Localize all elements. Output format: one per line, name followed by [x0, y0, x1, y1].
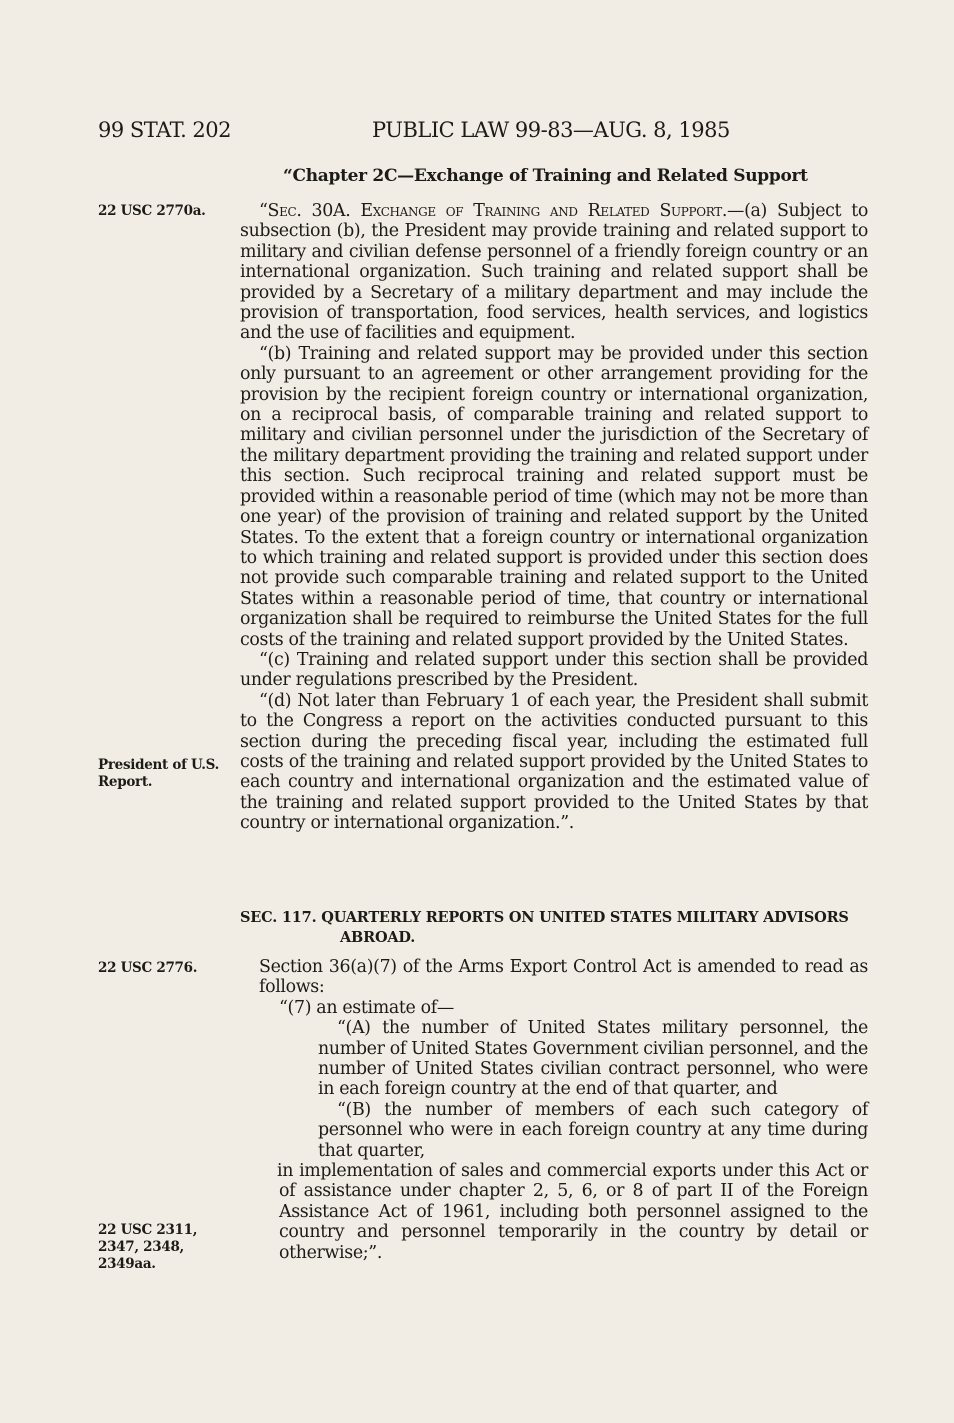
margin-note-line: President of U.S.: [98, 757, 219, 773]
section-lead: “Sec. 30A. Exchange of Training and Related Support.: [259, 201, 728, 221]
margin-note-usc-2311: [98, 1222, 197, 1273]
section-30a-body: [240, 201, 868, 834]
paragraph-7: “(7) an estimate of—: [279, 997, 454, 1018]
subparagraph-b: “(B) the number of members of each such category of personnel who were in each foreign country at any time during that quarter,: [318, 1099, 868, 1161]
margin-note-president-report: [98, 757, 219, 791]
public-law-header: PUBLIC LAW 99-83—AUG. 8, 1985: [372, 118, 730, 142]
margin-note-line: 2349aa.: [98, 1256, 156, 1272]
margin-note-line: Report.: [98, 774, 153, 790]
statute-page-ref: 99 STAT. 202: [98, 118, 232, 142]
subsection-c: “(c) Training and related support under this section shall be provided under regulations prescribed by the President.: [240, 649, 868, 691]
section-117-body: [240, 957, 868, 1263]
section-heading-line: ABROAD.: [340, 929, 416, 946]
section-heading-line: SEC. 117. QUARTERLY REPORTS ON UNITED STATES MILITARY ADVISORS: [240, 909, 849, 926]
paragraph-7-tail: in implementation of sales and commercial exports under this Act or of assistance under chapter 2, 5, 6, or 8 of part II of the Foreign Assistance Act of 1961, including both personnel assigned to the country and personnel temporarily in the country by detail or otherwise;”.: [277, 1161, 868, 1263]
chapter-title: “Chapter 2C—Exchange of Training and Related Support: [283, 166, 808, 186]
margin-note-usc-2770a: 22 USC 2770a.: [98, 203, 206, 219]
margin-note-line: 2347, 2348,: [98, 1239, 184, 1255]
section-117-heading: [240, 908, 868, 948]
subparagraph-a: “(A) the number of United States military personnel, the number of United States Government civilian personnel, and the number of United States civilian contract personnel, who were in each foreign country at the end of that quarter, and: [318, 1018, 868, 1100]
subsection-a-text: —(a) Subject to subsection (b), the President may provide training and related support to military and civilian defense personnel of a friendly foreign country or an international organization. Such training and related support shall be provided by a Secretary of a military department and may include the provision of transportation, food services, health services, and logistics and the use of facilities and equipment.: [240, 201, 868, 344]
margin-note-usc-2776: 22 USC 2776.: [98, 960, 198, 976]
subsection-b: “(b) Training and related support may be provided under this section only pursuant to an agreement or other arrangement providing for the provision by the recipient foreign country or international organization, on a reciprocal basis, of comparable training and related support to military and civilian personnel under the jurisdiction of the Secretary of the military department providing the training and related support under this section. Such reciprocal training and related support must be provided within a reasonable period of time (which may not be more than one year) of the provision of training and related support by the United States. To the extent that a foreign country or international organization to which training and related support is provided under this section does not provide such comparable training and related support to the United States within a reasonable period of time, that country or international organization shall be required to reimburse the United States for the full costs of the training and related support provided by the United States.: [240, 343, 868, 650]
subsection-d: “(d) Not later than February 1 of each year, the President shall submit to the Congress a report on the activities conducted pursuant to this section during the preceding fiscal year, including the estimated full costs of the training and related support provided by the United States to each country and international organization and the estimated value of the training and related support provided to the United States by that country or international organization.”.: [240, 690, 868, 834]
subsection-a: [240, 201, 868, 344]
section-117-intro: Section 36(a)(7) of the Arms Export Control Act is amended to read as follows:: [259, 957, 868, 998]
margin-note-line: 22 USC 2311,: [98, 1222, 198, 1238]
